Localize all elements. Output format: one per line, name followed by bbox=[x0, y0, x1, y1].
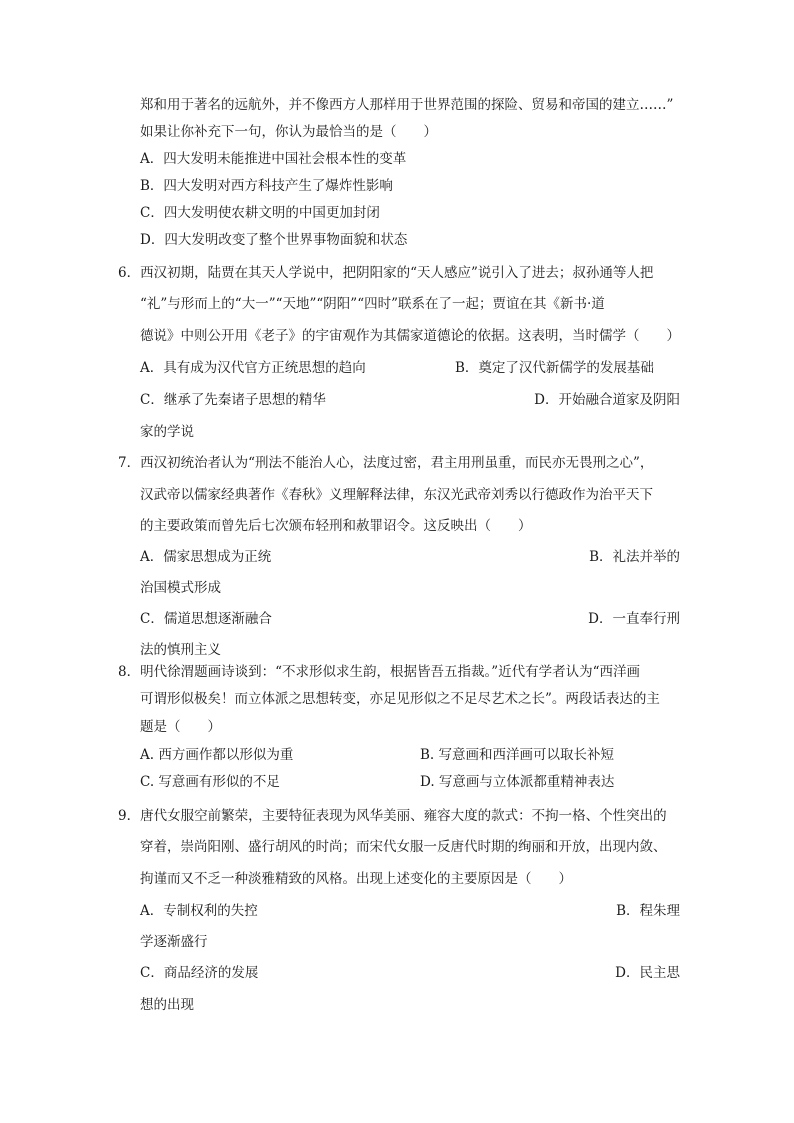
q9-option-c: C．商品经济的发展 bbox=[140, 965, 259, 981]
q8-option-b: B. 写意画和西洋画可以取长补短 bbox=[420, 747, 615, 763]
q6-option-d: D．开始融合道家及阴阳 bbox=[534, 392, 680, 408]
q5-option-b: B．四大发明对西方科技产生了爆炸性影响 bbox=[140, 178, 393, 194]
q8-stem-line-1: 8．明代徐渭题画诗谈到：“不求形似求生韵，根据皆吾五指裁。”近代有学者认为“西洋画 bbox=[118, 664, 641, 680]
q7-option-d-continued: 法的慎刑主义 bbox=[140, 642, 221, 658]
q5-option-a: A．四大发明未能推进中国社会根本性的变革 bbox=[140, 151, 407, 167]
q7-stem-line-3: 的主要政策而曾先后七次颁布轻刑和赦罪诏令。这反映出（ ） bbox=[140, 518, 532, 534]
q9-stem-line-3: 拘谨而又不乏一种淡雅精致的风格。出现上述变化的主要原因是（ ） bbox=[140, 871, 572, 887]
q9-option-d: D．民主思 bbox=[615, 965, 680, 981]
q8-option-c: C. 写意画有形似的不足 bbox=[140, 774, 280, 790]
q7-option-d: D．一直奉行刑 bbox=[588, 611, 680, 627]
q5-stem-line-2: 如果让你补充下一句，你认为最恰当的是（ ） bbox=[140, 124, 437, 140]
q6-stem-line-2: “礼”与形而上的“大一”“天地”“阴阳”“四时”联系在了一起；贾谊在其《新书·道 bbox=[140, 296, 605, 312]
q5-option-d: D．四大发明改变了整个世界事物面貌和状态 bbox=[140, 232, 408, 248]
q6-stem-line-3: 德说》中则公开用《老子》的宇宙观作为其儒家道德论的依据。这表明，当时儒学（ ） bbox=[140, 328, 680, 344]
q6-stem-line-1: 6．西汉初期，陆贾在其天人学说中，把阴阳家的“天人感应”说引入了进去；叔孙通等人把 bbox=[118, 265, 654, 281]
q7-stem-line-2: 汉武帝以儒家经典著作《春秋》义理解释法律，东汉光武帝刘秀以行德政作为治平天下 bbox=[140, 487, 653, 503]
q6-option-d-continued: 家的学说 bbox=[140, 424, 194, 440]
q9-stem-line-2: 穿着，崇尚阳刚、盛行胡风的时尚；而宋代女服一反唐代时期的绚丽和开放，出现内敛、 bbox=[140, 839, 667, 855]
q9-option-d-continued: 想的出现 bbox=[140, 997, 194, 1013]
q7-stem-line-1: 7．西汉初统治者认为“刑法不能治人心，法度过密，君主用刑虽重，而民亦无畏刑之心”， bbox=[118, 455, 654, 471]
q9-stem-line-1: 9．唐代女服空前繁荣，主要特征表现为风华美丽、雍容大度的款式：不拘一格、个性突出的 bbox=[118, 808, 667, 824]
q8-stem-line-3: 题是（ ） bbox=[140, 719, 221, 735]
q6-option-a: A．具有成为汉代官方正统思想的趋向 bbox=[140, 360, 366, 376]
q6-option-b: B．奠定了汉代新儒学的发展基础 bbox=[455, 360, 654, 376]
q7-option-c: C．儒道思想逐渐融合 bbox=[140, 611, 272, 627]
q7-option-b-continued: 治国模式形成 bbox=[140, 580, 221, 596]
q9-option-a: A．专制权利的失控 bbox=[140, 903, 258, 919]
q8-option-a: A. 西方画作都以形似为重 bbox=[140, 747, 294, 763]
q7-option-b: B．礼法并举的 bbox=[589, 549, 680, 565]
q6-option-c: C．继承了先秦诸子思想的精华 bbox=[140, 392, 326, 408]
q7-option-a: A．儒家思想成为正统 bbox=[140, 549, 272, 565]
q5-stem-line-1: 郑和用于著名的远航外，并不像西方人那样用于世界范围的探险、贸易和帝国的建立……” bbox=[140, 97, 674, 113]
q8-stem-line-2: 可谓形似极矣！而立体派之思想转变，亦足见形似之不足尽艺术之长”。两段话表达的主 bbox=[140, 691, 660, 707]
q5-option-c: C．四大发明使农耕文明的中国更加封闭 bbox=[140, 205, 380, 221]
q8-option-d: D. 写意画与立体派都重精神表达 bbox=[420, 774, 615, 790]
q9-option-b-continued: 学逐渐盛行 bbox=[140, 934, 208, 950]
q9-option-b: B．程朱理 bbox=[616, 903, 680, 919]
